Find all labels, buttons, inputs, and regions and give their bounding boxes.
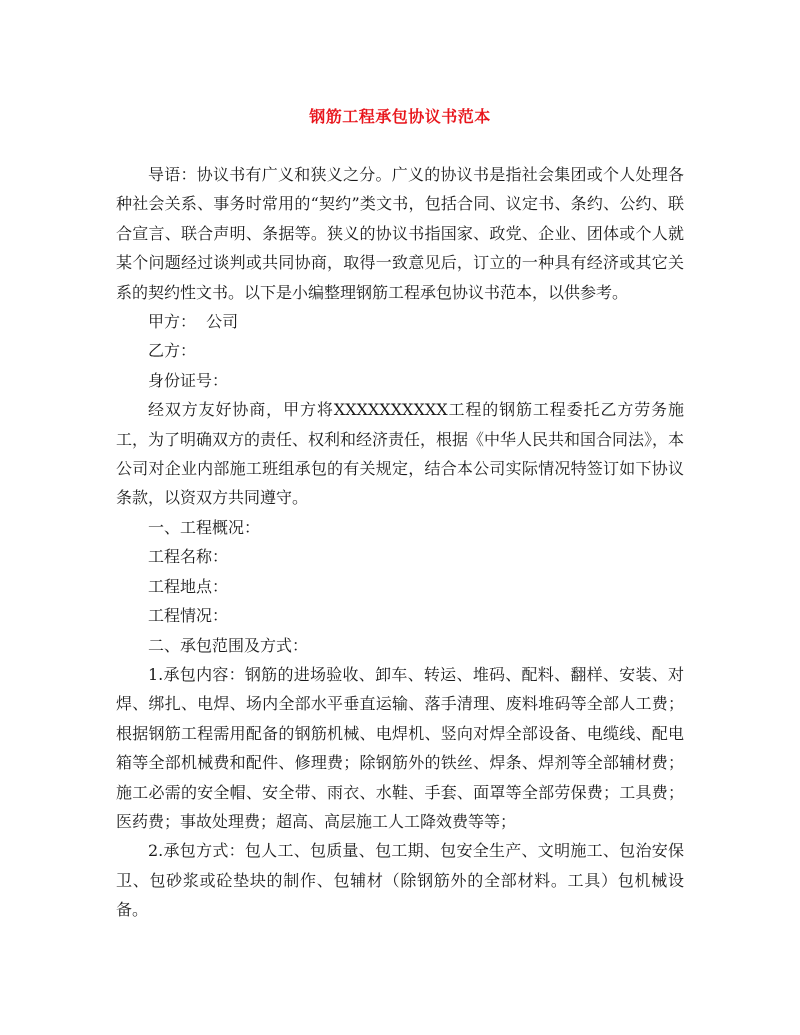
id-number-line: 身份证号： — [148, 370, 229, 390]
agreement-preamble: 经双方友好协商，甲方将XXXXXXXXXX工程的钢筋工程委托乙方劳务施工，为了明确双方的责任、权利和经济责任，根据《中华人民共和国合同法》，本公司对企业内部施工班组承包的有关规定，结合本公司实际情况特签订如下协议条款，以资双方共同遵守。 — [116, 400, 685, 508]
intro-paragraph: 导语：协议书有广义和狭义之分。广义的协议书是指社会集团或个人处理各种社会关系、事务时常用的“契约”类文书，包括合同、议定书、条约、公约、联合宣言、联合声明、条据等。狭义的协议书指国家、政党、企业、团体或个人就某个问题经过谈判或共同协商，取得一致意见后，订立的一种具有经济或其它关系的契约性文书。以下是小编整理钢筋工程承包协议书范本，以供参考。 — [116, 165, 684, 302]
document-body — [116, 160, 684, 925]
party-a-line: 甲方： 公司 — [148, 312, 239, 332]
project-status-line: 工程情况： — [148, 606, 229, 626]
project-name-line: 工程名称： — [148, 547, 229, 567]
section-heading-overview: 一、工程概况： — [148, 517, 261, 537]
document-title: 钢筋工程承包协议书范本 — [309, 107, 491, 126]
scope-content-paragraph: 1.承包内容：钢筋的进场验收、卸车、转运、堆码、配料、翻样、安装、对焊、绑扎、电焊、场内全部水平垂直运输、落手清理、废料堆码等全部人工费；根据钢筋工程需用配备的钢筋机械、电焊机、竖向对焊全部设备、电缆线、配电箱等全部机械费和配件、修理费；除钢筋外的铁丝、焊条、焊剂等全部辅材费；施工必需的安全帽、安全带、雨衣、水鞋、手套、面罩等全部劳保费；工具费；医药费；事故处理费；超高、高层施工人工降效费等等； — [116, 664, 684, 831]
section-heading-scope: 二、承包范围及方式： — [148, 635, 309, 655]
scope-method-paragraph: 2.承包方式：包人工、包质量、包工期、包安全生产、文明施工、包治安保卫、包砂浆或砼垫块的制作、包辅材（除钢筋外的全部材料。工具）包机械设备。 — [116, 841, 684, 920]
party-b-line: 乙方： — [148, 341, 197, 361]
project-location-line: 工程地点： — [148, 576, 229, 596]
